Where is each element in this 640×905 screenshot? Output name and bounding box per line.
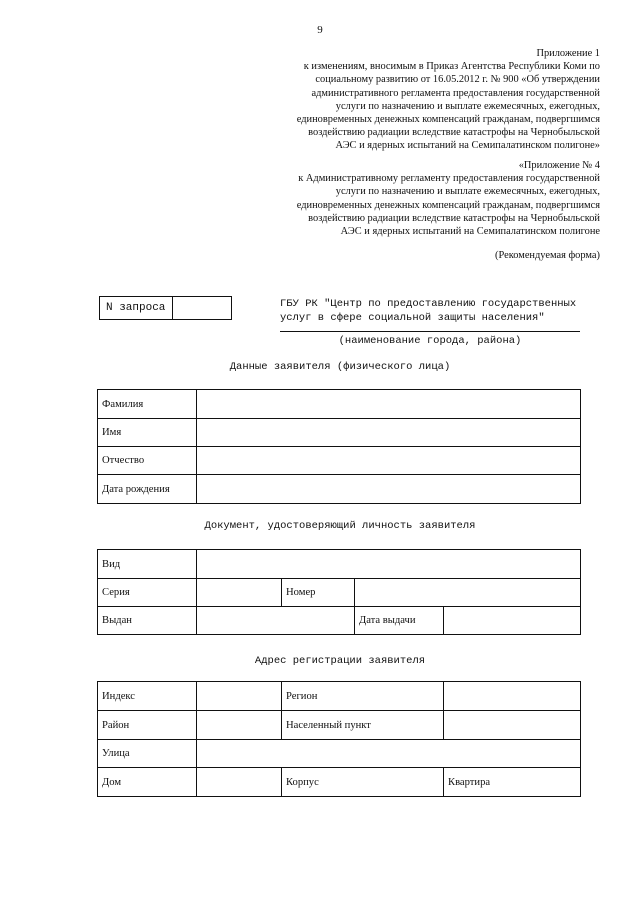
- appendix-4-line: АЭС и ядерных испытаний на Семипалатинском полигоне: [340, 226, 600, 238]
- document-row: [98, 579, 581, 607]
- appendix-1-line: административного регламента предоставления государственной: [311, 87, 600, 99]
- address-row: [98, 711, 581, 740]
- appendix-4-line: к Административному регламенту предоставления государственной: [298, 173, 600, 185]
- appendix-1-heading: Приложение 1: [536, 48, 600, 59]
- region-field[interactable]: [444, 682, 581, 711]
- request-number-field[interactable]: [173, 297, 231, 319]
- appendix-1-line: социальному развитию от 16.05.2012 г. № 900 «Об утверждении: [315, 74, 600, 86]
- organization-name: [280, 297, 580, 325]
- first-name-field[interactable]: [197, 419, 581, 447]
- address-row: [98, 768, 581, 797]
- address-table: [97, 681, 581, 797]
- appendix-1-line: к изменениям, вносимым в Приказ Агентства Республики Коми по: [303, 61, 600, 73]
- appendix-4-line: услуги по назначению и выплате ежемесячных, ежегодных,: [335, 186, 600, 198]
- document-section-title: Документ, удостоверяющий личность заявителя: [204, 520, 476, 532]
- applicant-row: [98, 475, 581, 504]
- organization-caption: (наименование города, района): [338, 335, 522, 347]
- document-type-label: Вид: [98, 550, 197, 579]
- organization-line: ГБУ РК "Центр по предоставлению государственных: [280, 298, 577, 310]
- house-label: Дом: [98, 768, 197, 797]
- postal-index-label: Индекс: [98, 682, 197, 711]
- organization-line: услуг в сфере социальной защиты населения": [280, 312, 545, 324]
- applicant-row: [98, 419, 581, 447]
- locality-label: Населенный пункт: [282, 711, 444, 740]
- applicant-section-title: Данные заявителя (физического лица): [229, 361, 451, 373]
- street-label: Улица: [98, 740, 197, 768]
- surname-label: Фамилия: [98, 390, 197, 419]
- document-issued-by-label: Выдан: [98, 607, 197, 635]
- document-row: [98, 550, 581, 579]
- first-name-label: Имя: [98, 419, 197, 447]
- appendix-4-line: воздействию радиации вследствие катастрофы на Чернобыльской: [308, 212, 600, 224]
- surname-field[interactable]: [197, 390, 581, 419]
- document-table: [97, 549, 581, 635]
- district-label: Район: [98, 711, 197, 740]
- document-number-field[interactable]: [355, 579, 581, 607]
- birth-date-label: Дата рождения: [98, 475, 197, 504]
- region-label: Регион: [282, 682, 444, 711]
- address-row: [98, 740, 581, 768]
- locality-field[interactable]: [444, 711, 581, 740]
- appendix-1-line: единовременных денежных компенсаций гражданам, подвергшимся: [296, 114, 600, 126]
- document-row: [98, 607, 581, 635]
- recommended-form-note: (Рекомендуемая форма): [495, 250, 600, 261]
- patronymic-label: Отчество: [98, 447, 197, 475]
- apartment-label: Квартира: [444, 768, 581, 797]
- document-series-label: Серия: [98, 579, 197, 607]
- applicant-table: [97, 389, 581, 504]
- appendix-4-header: [270, 159, 600, 238]
- postal-index-field[interactable]: [197, 682, 282, 711]
- appendix-1-line: услуги по назначению и выплате ежемесячных, ежегодных,: [335, 100, 600, 112]
- building-label: Корпус: [282, 768, 444, 797]
- document-issued-by-field[interactable]: [197, 607, 355, 635]
- organization-underline: [280, 331, 580, 332]
- applicant-row: [98, 447, 581, 475]
- page-number: 9: [317, 24, 323, 36]
- district-field[interactable]: [197, 711, 282, 740]
- address-row: [98, 682, 581, 711]
- appendix-4-line: единовременных денежных компенсаций гражданам, подвергшимся: [296, 199, 600, 211]
- appendix-1-line: воздействию радиации вследствие катастрофы на Чернобыльской: [308, 127, 600, 139]
- street-field[interactable]: [197, 740, 581, 768]
- appendix-4-heading: «Приложение № 4: [518, 160, 600, 171]
- request-number-box: [99, 296, 232, 320]
- address-section-title: Адрес регистрации заявителя: [254, 655, 426, 667]
- patronymic-field[interactable]: [197, 447, 581, 475]
- request-number-label: N запроса: [100, 297, 173, 319]
- document-type-field[interactable]: [197, 550, 581, 579]
- document-issue-date-label: Дата выдачи: [355, 607, 444, 635]
- appendix-1-line: АЭС и ядерных испытаний на Семипалатинском полигоне»: [335, 140, 600, 152]
- document-issue-date-field[interactable]: [444, 607, 581, 635]
- applicant-row: [98, 390, 581, 419]
- house-field[interactable]: [197, 768, 282, 797]
- document-series-field[interactable]: [197, 579, 282, 607]
- document-number-label: Номер: [282, 579, 355, 607]
- birth-date-field[interactable]: [197, 475, 581, 504]
- appendix-1-header: [270, 47, 600, 153]
